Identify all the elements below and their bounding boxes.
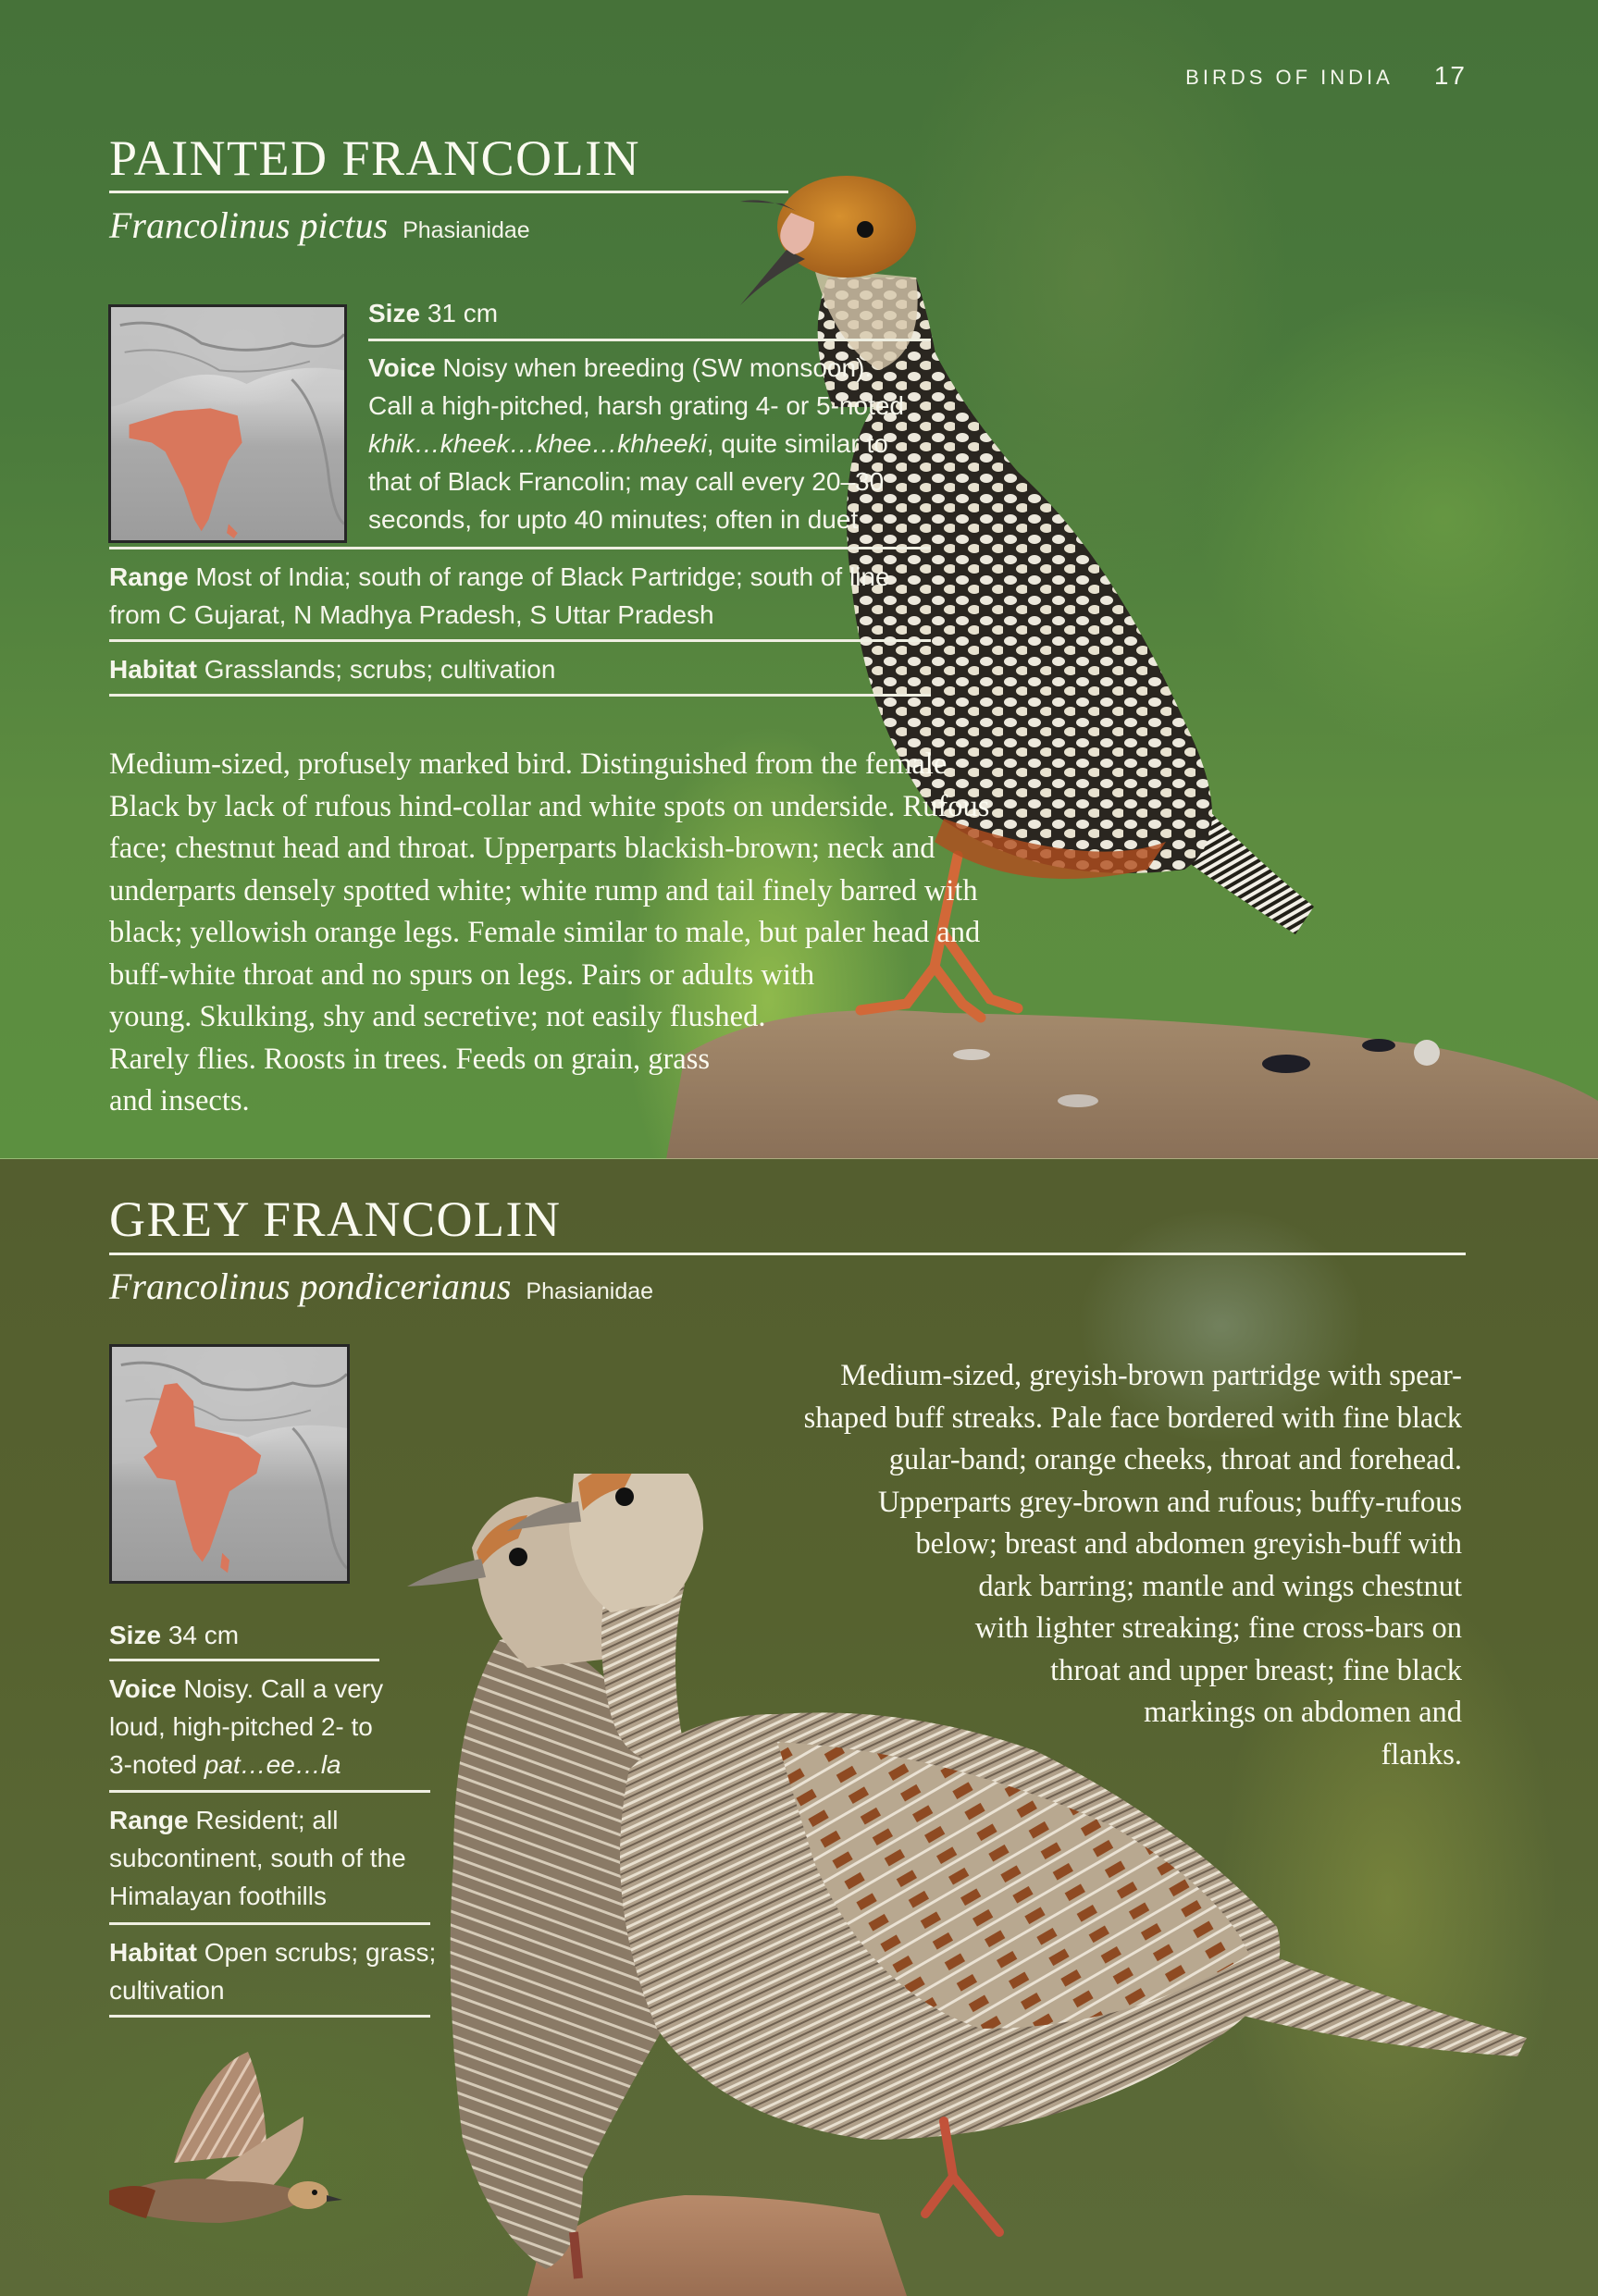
voice-call-phonetic: khik…kheek…khee…khheeki — [368, 429, 707, 458]
description-line: black; yellowish orange legs. Female similar to male, but paler head and — [109, 916, 981, 949]
size-value: 34 cm — [167, 1621, 240, 1649]
title-rule — [109, 191, 788, 193]
description-line: buff-white throat and no spurs on legs. Pairs or adults with — [109, 957, 815, 992]
range-text: from C Gujarat, N Madhya Pradesh, S Uttar Pradesh — [109, 600, 714, 629]
voice-entry — [109, 1670, 387, 1784]
title-rule — [109, 1253, 1466, 1255]
species-title: PAINTED FRANCOLIN — [109, 130, 641, 186]
description-line: below; breast and abdomen greyish-buff with — [915, 1527, 1462, 1561]
description-line: shaped buff streaks. Pale face bordered with fine black — [803, 1401, 1462, 1435]
description-line: Black by lack of rufous hind-collar and white spots on underside. Rufous — [109, 789, 990, 823]
size-entry — [368, 294, 498, 332]
species-title: GREY FRANCOLIN — [109, 1191, 562, 1247]
scientific-name-line — [109, 204, 530, 247]
voice-text: seconds, for upto 40 minutes; often in duet — [368, 505, 859, 534]
description-line: Upperparts grey-brown and rufous; buffy-rufous — [877, 1485, 1462, 1519]
range-text: Most of India; south of range of Black Partridge; south of line — [195, 562, 890, 591]
scientific-name: Francolinus pondicerianus — [109, 1265, 512, 1307]
habitat-label: Habitat — [109, 1938, 197, 1967]
species-description — [109, 744, 1034, 1123]
description-line: flanks. — [1381, 1737, 1462, 1771]
range-map-shape — [111, 307, 344, 540]
description-line: Medium-sized, greyish-brown partridge with spear- — [840, 1359, 1462, 1392]
info-rule — [109, 694, 931, 697]
description-line: throat and upper breast; fine black — [1050, 1653, 1462, 1687]
habitat-text: Grasslands; scrubs; cultivation — [204, 655, 556, 684]
voice-text: , quite similar to — [706, 429, 888, 458]
voice-text: that of Black Francolin; may call every 20–30 — [368, 467, 885, 496]
voice-label: Voice — [109, 1674, 177, 1703]
range-label: Range — [109, 562, 189, 591]
size-entry — [109, 1616, 239, 1654]
habitat-entry — [109, 1933, 442, 2009]
running-head — [1185, 61, 1467, 91]
info-rule — [368, 339, 931, 341]
range-map — [109, 1344, 350, 1584]
page-number: 17 — [1433, 61, 1467, 90]
range-label: Range — [109, 1806, 189, 1834]
voice-text: Call a high-pitched, harsh grating 4- or 5-noted — [368, 391, 905, 420]
voice-text: 3-noted — [109, 1750, 204, 1779]
range-text: Himalayan foothills — [109, 1882, 327, 1910]
family-name: Phasianidae — [526, 1278, 654, 1304]
size-label: Size — [109, 1621, 162, 1649]
family-name: Phasianidae — [403, 217, 530, 243]
size-label: Size — [368, 299, 421, 327]
voice-entry — [368, 349, 942, 538]
description-line: gular-band; orange cheeks, throat and forehead. — [888, 1443, 1462, 1476]
range-text: Resident; all — [195, 1806, 339, 1834]
description-line: underparts densely spotted white; white rump and tail finely barred with — [109, 873, 978, 907]
range-map — [108, 304, 347, 543]
book-title: BIRDS OF INDIA — [1185, 66, 1394, 89]
grey-francolin-flight-photo — [109, 2043, 350, 2246]
info-rule — [109, 1922, 430, 1925]
description-line: dark barring; mantle and wings chestnut — [978, 1569, 1462, 1603]
habitat-entry — [109, 650, 555, 688]
habitat-text: Open scrubs; grass; — [204, 1938, 437, 1967]
species-description — [722, 1355, 1462, 1776]
voice-text: loud, high-pitched 2- to — [109, 1712, 373, 1741]
range-map-shape — [112, 1347, 347, 1581]
voice-label: Voice — [368, 353, 436, 382]
range-entry — [109, 1801, 442, 1915]
description-line: face; chestnut head and throat. Upperparts blackish-brown; neck and — [109, 832, 935, 865]
voice-text: Noisy when breeding (SW monsoon). — [442, 353, 873, 382]
info-rule — [109, 639, 931, 642]
description-line: Rarely flies. Roosts in trees. Feeds on grain, grass — [109, 1042, 710, 1076]
range-text: subcontinent, south of the — [109, 1844, 406, 1872]
size-value: 31 cm — [427, 299, 499, 327]
description-line: young. Skulking, shy and secretive; not easily flushed. — [109, 1000, 766, 1033]
habitat-text: cultivation — [109, 1976, 225, 2005]
scientific-name: Francolinus pictus — [109, 204, 389, 246]
voice-text: Noisy. Call a very — [183, 1674, 384, 1703]
info-rule — [109, 1790, 430, 1793]
description-line: and insects. — [109, 1084, 250, 1117]
voice-call-phonetic: pat…ee…la — [204, 1750, 341, 1779]
range-entry — [109, 558, 942, 634]
grey-francolin-section — [0, 1159, 1598, 2296]
description-line: markings on abdomen and — [1144, 1696, 1462, 1729]
description-line: with lighter streaking; fine cross-bars on — [974, 1611, 1462, 1645]
description-line: Medium-sized, profusely marked bird. Distinguished from the female — [109, 747, 948, 781]
scientific-name-line — [109, 1265, 653, 1308]
info-rule — [109, 1659, 379, 1661]
info-rule — [109, 547, 931, 549]
habitat-label: Habitat — [109, 655, 197, 684]
info-rule — [109, 2015, 430, 2018]
